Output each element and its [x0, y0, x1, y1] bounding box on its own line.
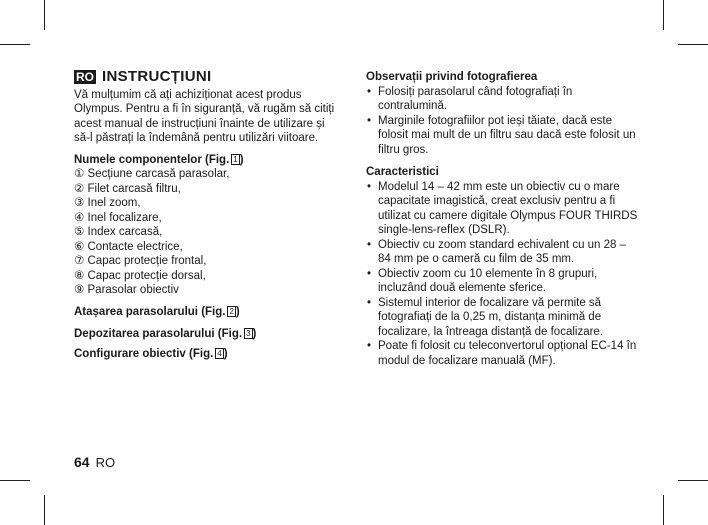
list-item: • Sistemul interior de focalizare vă permite să fotografiați de la 0,25 m, distanța minimă de focalizare, la întreaga distanță de focalizare.: [366, 296, 642, 340]
photo-notes-list: [366, 85, 642, 158]
footer-lang: RO: [95, 455, 116, 470]
list-item: • Folosiți parasolarul când fotografiați în contralumină.: [366, 85, 642, 114]
list-item: ④ Inel focalizare,: [74, 211, 162, 224]
list-item: ⑤ Index carcasă,: [74, 226, 163, 238]
crop-mark: [678, 480, 708, 481]
list-item: ⑧ Capac protecție dorsal,: [74, 269, 206, 282]
photo-notes-heading: Observații privind fotografierea: [366, 71, 538, 83]
page-title: [74, 70, 339, 85]
intro-paragraph: Vă mulțumim că ați achiziționat acest produs Olympus. Pentru a fi în siguranță, vă rugăm să citiți acest manual de instrucțiuni înainte de utilizare și să-l păstrați la îndemână pentru utilizări viitoare.: [74, 88, 335, 144]
title-text: INSTRUCȚIUNI: [102, 68, 212, 85]
list-item: • Obiectiv zoom cu 10 elemente în 8 grupuri, incluzând două elemente sferice.: [366, 267, 642, 296]
figure-ref-icon: 1: [233, 154, 238, 164]
figure-ref-icon: 3: [246, 329, 251, 338]
list-item: ① Secțiune carcasă parasolar,: [74, 168, 230, 180]
list-item: ⑨ Parasolar obiectiv: [74, 284, 179, 296]
crop-mark: [0, 480, 30, 481]
components-heading: Numele componentelor (Fig. 1 ): [74, 153, 244, 166]
crop-mark: [44, 495, 45, 525]
page-number: 64: [74, 454, 90, 470]
crop-mark: [0, 44, 30, 45]
page-footer: [74, 454, 115, 470]
specs-heading: Caracteristici: [366, 166, 439, 178]
figure-ref-icon: 4: [217, 348, 222, 358]
crop-mark: [663, 0, 664, 30]
figure-ref-icon: 2: [229, 306, 234, 316]
language-badge: RO: [76, 70, 94, 85]
right-column: [366, 70, 642, 368]
list-item: ② Filet carcasă filtru,: [74, 182, 181, 195]
list-item: • Poate fi folosit cu teleconvertorul opțional EC-14 în modul de focalizare manuală (MF).: [366, 339, 642, 368]
storage-heading: Depozitarea parasolarului (Fig. 3 ): [74, 328, 257, 340]
crop-mark: [663, 495, 664, 525]
attach-heading: Atașarea parasolarului (Fig. 2 ): [74, 305, 240, 318]
components-list: [74, 167, 339, 298]
config-heading: Configurare obiectiv (Fig. 4 ): [74, 347, 228, 360]
list-item: • Modelul 14 – 42 mm este un obiectiv cu o mare capacitate imagistică, creat exclusiv pentru a fi utilizat cu camere digitale Olympus FOUR THIRDS single-lens-reflex (DSLR).: [366, 180, 642, 238]
list-item: ⑥ Contacte electrice,: [74, 240, 183, 253]
crop-mark: [44, 0, 45, 30]
left-column: [74, 70, 339, 361]
list-item: • Obiectiv cu zoom standard echivalent cu un 28 – 84 mm pe o cameră cu film de 35 mm.: [366, 238, 642, 267]
list-item: ③ Inel zoom,: [74, 197, 141, 209]
crop-mark: [678, 44, 708, 45]
list-item: ⑦ Capac protecție frontal,: [74, 255, 207, 267]
list-item: • Marginile fotografiilor pot ieși tăiate, dacă este folosit mai mult de un filtru sau dacă este folosit un filtru gros.: [366, 114, 642, 158]
specs-list: [366, 180, 642, 369]
